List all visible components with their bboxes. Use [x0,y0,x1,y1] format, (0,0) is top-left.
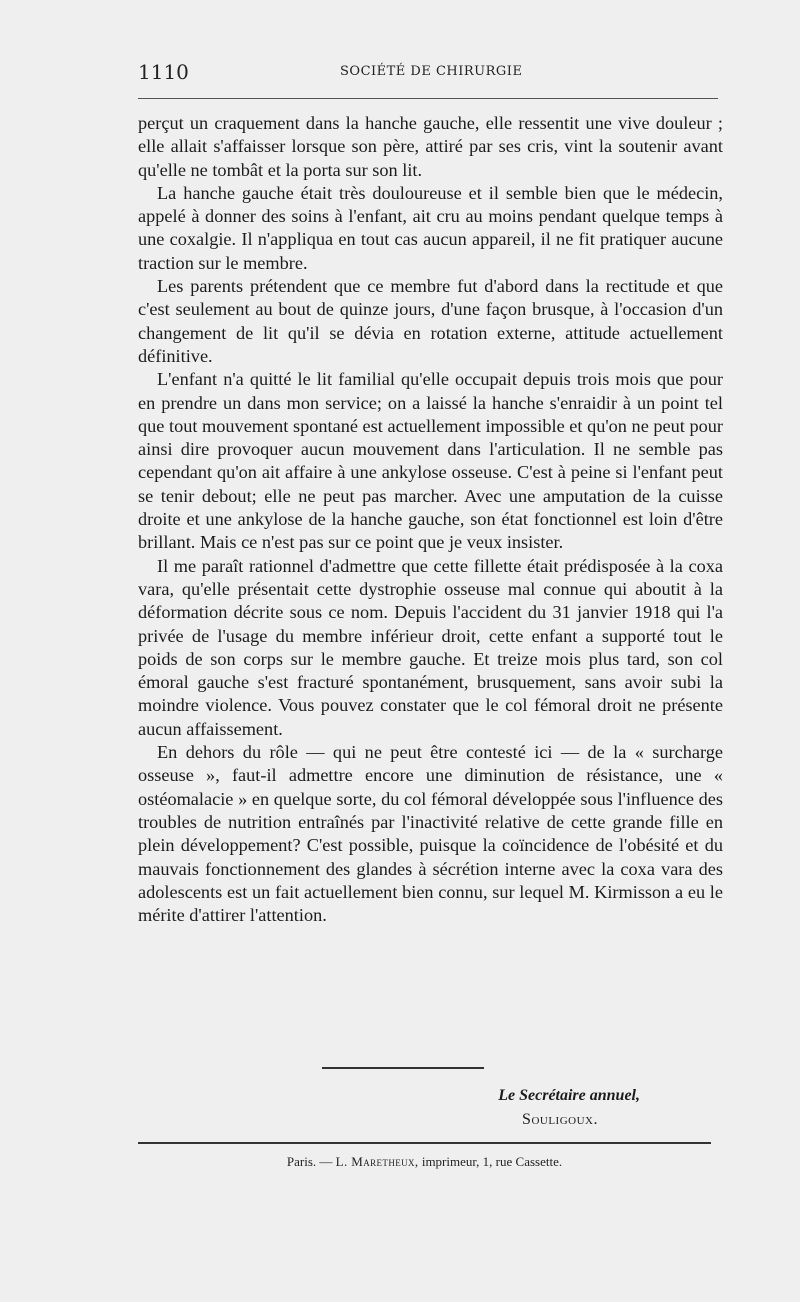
footer-rule [138,1142,711,1144]
printer-address: imprimeur, 1, rue Cassette. [421,1154,563,1169]
paragraph: L'enfant n'a quitté le lit familial qu'elle occupait depuis trois mois que pour en prendre un dans mon service; on a laissé la hanche s'enraidir à un point tel que tout mouvement spontané est actuellement impossible et qu'on ne peut pour ainsi dire provoquer aucun mouvement dans l'articulation. Il ne semble pas cependant qu'on ait affaire à une ankylose osseuse. C'est à peine si l'enfant peut se tenir debout; elle ne peut pas marcher. Avec une amputation de la cuisse droite et une ankylose de la hanche gauche, son état fonctionnel est loin d'être brillant. Mais ce n'est pas sur ce point que je veux insister. [138,369,723,553]
paragraph: La hanche gauche était très douloureuse et il semble bien que le médecin, appelé à donner des soins à l'enfant, ait cru au moins pendant quelque temps à une coxalgie. Il n'appliqua en tout cas aucun appareil, il ne fit pratiquer aucune traction sur le membre. [138,182,723,273]
page-number: 1110 [138,60,189,84]
paragraph: En dehors du rôle — qui ne peut être contesté ici — de la « surcharge osseuse », faut-il admettre encore une diminution de résistance, une « ostéomalacie » en quelque sorte, du col fémoral développée sous l'influence des troubles de nutrition entraînés par l'inactivité relative de cette grande fille en plein développement? C'est possible, puisque la coïncidence de l'obésité et du mauvais fonctionnement des glandes à sécrétion interne avec la coxa vara des adolescents est un fait actuellement bien connu, sur lequel M. Kirmisson a eu le mérite d'attirer l'attention. [138,742,723,926]
header-rule [138,98,718,99]
signature-block [400,1084,640,1132]
running-title: SOCIÉTÉ DE CHIRURGIE [340,64,523,79]
page-header [138,60,718,86]
paragraph: Les parents prétendent que ce membre fut d'abord dans la rectitude et que c'est seulement au bout de quinze jours, d'une façon brusque, à l'occasion d'un changement de lit qu'il se dévia en rotation externe, attitude actuellement définitive. [138,276,723,366]
paragraph: perçut un craquement dans la hanche gauche, elle ressentit une vive douleur ; elle allait s'affaisser lorsque son père, attiré par ses cris, vint la soutenir avant qu'elle ne tombât et la porta sur son lit. [138,113,723,180]
body-text [138,112,723,927]
signature-title: Le Secrétaire annuel, [498,1087,640,1104]
printer-city: Paris. — [286,1154,333,1169]
printer-imprint [138,1154,711,1170]
paragraph: Il me paraît rationnel d'admettre que cette fillette était prédisposée à la coxa vara, qu'elle présentait cette dystrophie osseuse mal connue qui aboutit à la déformation décrite sous ce nom. Depuis l'accident du 31 janvier 1918 qui l'a privée de l'usage du membre inférieur droit, cette enfant a supporté tout le poids de son corps sur le membre gauche. Et treize mois plus tard, son col émoral gauche s'est fracturé spontanément, brusquement, sans avoir subi la moindre violence. Vous pouvez constater que le col fémoral droit ne présente aucun affaissement. [138,555,723,739]
closing-rule [322,1067,484,1069]
printer-name: L. Maretheux, [335,1154,419,1169]
signature-name: Souligoux. [522,1111,598,1128]
